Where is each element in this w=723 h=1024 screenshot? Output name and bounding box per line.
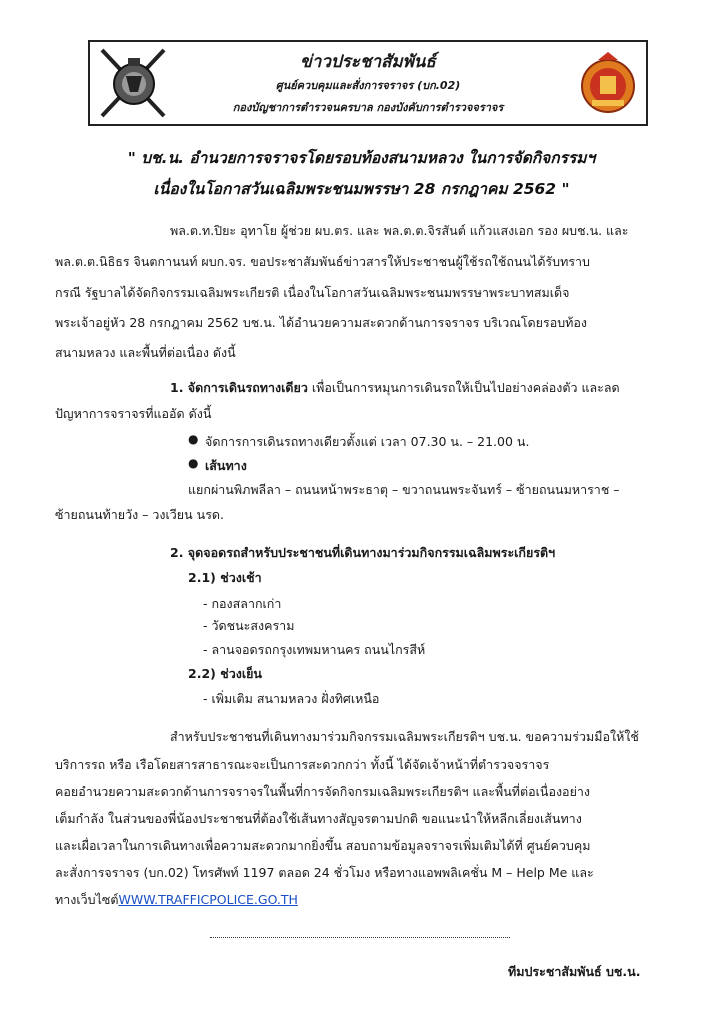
section1-bullet-2: เส้นทาง bbox=[205, 458, 247, 473]
section2-sub2: 2.2) ช่วงเย็น bbox=[188, 666, 262, 681]
traffic-police-emblem-icon bbox=[578, 50, 638, 118]
closing-line: คอยอำนวยความสะดวกด้านการจราจรในพื้นที่การจัดกิจกรมเฉลิมพระเกียรติฯ และพื้นที่ต่อเนื่องอย่าง bbox=[55, 784, 591, 799]
intro-line: กรณี รัฐบาลได้จัดกิจกรรมเฉลิมพระเกียรติ เนื่องในโอกาสวันเฉลิมพระชนมพรรษาพระบาทสมเด็จ bbox=[55, 285, 570, 300]
section1-bullet-1: จัดการการเดินรถทางเดียวตั้งแต่ เวลา 07.30 น. – 21.00 น. bbox=[205, 434, 530, 449]
section2-heading: 2. จุดจอดรถสำหรับประชาชนที่เดินทางมาร่วมกิจกรรมเฉลิมพระเกียรติฯ bbox=[170, 545, 556, 560]
closing-line: และเผื่อเวลาในการเดินทางเพื่อความสะดวกมากยิ่งขึ้น สอบถามข้อมูลจราจรเพิ่มเติมได้ที่ ศูนย์ควบคุม bbox=[55, 838, 591, 853]
header-department: กองบัญชาการตำรวจนครบาล กองบังคับการตำรวจจราจร bbox=[232, 101, 504, 114]
intro-line: พล.ต.ท.ปิยะ อุทาโย ผู้ช่วย ผบ.ตร. และ พล.ต.ต.จิรสันต์ แก้วแสงเอก รอง ผบช.น. และ bbox=[170, 223, 629, 238]
section1-heading-line bbox=[170, 378, 620, 398]
closing-line: บริการรถ หรือ เรือโดยสารสาธารณะจะเป็นการสะดวกกว่า ทั้งนี้ ได้จัดเจ้าหน้าที่ตำรวจจราจร bbox=[55, 757, 550, 772]
section2-sub1: 2.1) ช่วงเช้า bbox=[188, 570, 262, 585]
section1-heading-rest: เพื่อเป็นการหมุนการเดินรถให้เป็นไปอย่างคล่องตัว และลด bbox=[307, 380, 620, 395]
headline-line-1: " บช.น. อำนวยการจราจรโดยรอบท้องสนามหลวง ในการจัดกิจกรรมฯ bbox=[127, 149, 596, 167]
header-box bbox=[88, 40, 648, 126]
section2-sub1-item: - ลานจอดรถกรุงเทพมหานคร ถนนไกรสีห์ bbox=[203, 642, 426, 657]
bullet-icon: ● bbox=[188, 432, 199, 446]
header-title: ข่าวประชาสัมพันธ์ bbox=[300, 52, 436, 72]
closing-last-line bbox=[55, 890, 298, 910]
intro-line: สนามหลวง และพื้นที่ต่อเนื่อง ดังนี้ bbox=[55, 345, 236, 360]
section2-sub2-item: - เพิ่มเติม สนามหลวง ฝั่งทิศเหนือ bbox=[203, 691, 380, 706]
headline-line-2: เนื่องในโอกาสวันเฉลิมพระชนมพรรษา 28 กรกฎาคม 2562 " bbox=[153, 180, 570, 198]
section1-heading: 1. จัดการเดินรถทางเดียว bbox=[170, 380, 308, 395]
section1-route-2: ซ้ายถนนท้ายวัง – วงเวียน นรด. bbox=[55, 507, 224, 522]
section1-route-1: แยกผ่านพิภพลีลา – ถนนหน้าพระธาตุ – ขวาถนนพระจันทร์ – ซ้ายถนนมหาราช – bbox=[188, 482, 620, 497]
closing-line: สำหรับประชาชนที่เดินทางมาร่วมกิจกรรมเฉลิมพระเกียรติฯ บช.น. ขอความร่วมมือให้ใช้ bbox=[170, 729, 639, 744]
header-subtitle: ศูนย์ควบคุมและสั่งการจราจร (บก.02) bbox=[275, 79, 461, 92]
signature: ทีมประชาสัมพันธ์ บช.น. bbox=[508, 964, 641, 979]
section2-sub1-item: - วัดชนะสงคราม bbox=[203, 618, 295, 633]
closing-line: ละสั่งการจราจร (บก.02) โทรศัพท์ 1197 ตลอด 24 ชั่วโมง หรือทางแอพพลิเคชั่น M – Help Me และ bbox=[55, 865, 594, 880]
website-link[interactable]: WWW.TRAFFICPOLICE.GO.TH bbox=[118, 892, 298, 907]
website-prefix: ทางเว็บไซต์ bbox=[55, 892, 119, 907]
intro-line: พระเจ้าอยู่หัว 28 กรกฎาคม 2562 บช.น. ได้อำนวยความสะดวกด้านการจราจร บริเวณโดยรอบท้อง bbox=[55, 315, 587, 330]
section1-line-2: ปัญหาการจราจรที่แออัด ดังนี้ bbox=[55, 406, 212, 421]
bullet-icon: ● bbox=[188, 456, 199, 470]
intro-line: พล.ต.ต.นิธิธร จินตกานนท์ ผบก.จร. ขอประชาสัมพันธ์ข่าวสารให้ประชาชนผู้ใช้รถใช้ถนนได้รับทราบ bbox=[55, 254, 590, 269]
divider bbox=[210, 937, 510, 938]
section2-sub1-item: - กองสลากเก่า bbox=[203, 596, 282, 611]
closing-line: เต็มกำลัง ในส่วนของพี่น้องประชาชนที่ต้องใช้เส้นทางสัญจรตามปกติ ขอแนะนำให้หลีกเลี่ยงเส้นทาง bbox=[55, 811, 582, 826]
